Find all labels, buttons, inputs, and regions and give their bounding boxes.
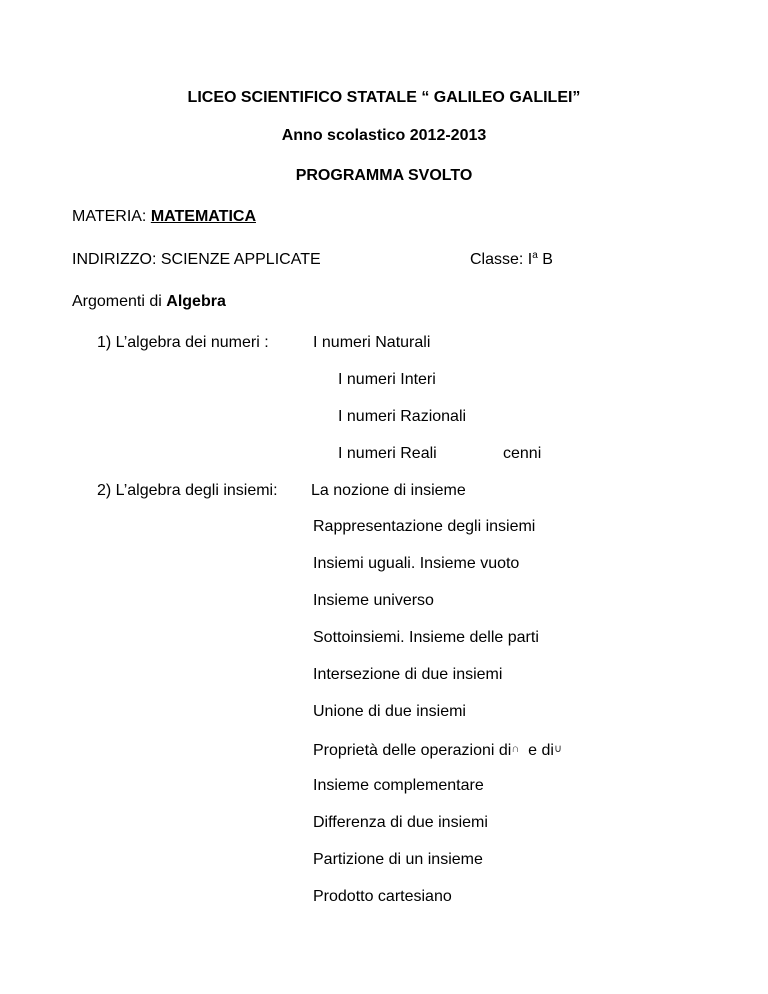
topic-2-item: Unione di due insiemi <box>313 703 466 720</box>
topic-2-heading: 2) L’algebra degli insiemi: <box>97 482 278 499</box>
topic-1-note: cenni <box>503 445 542 462</box>
topic-1-item: I numeri Naturali <box>313 334 431 351</box>
topic-2-item: Rappresentazione degli insiemi <box>313 518 536 535</box>
section-name: Algebra <box>166 293 226 310</box>
topic-2-item: Insieme universo <box>313 592 434 609</box>
classe-label: Classe: I <box>470 251 533 268</box>
materia-line <box>72 207 256 227</box>
topic-2-item: Proprietà delle operazioni di <box>313 742 512 759</box>
indirizzo-line: INDIRIZZO: SCIENZE APPLICATE <box>72 251 321 268</box>
materia-label: MATERIA: <box>72 208 151 225</box>
school-name: LICEO SCIENTIFICO STATALE “ GALILEO GALILEI” <box>187 89 581 106</box>
topic-2-item: Insiemi uguali. Insieme vuoto <box>313 555 520 572</box>
section-prefix: Argomenti di <box>72 293 167 310</box>
topic-2-item: Differenza di due insiemi <box>313 814 488 831</box>
document-title: PROGRAMMA SVOLTO <box>295 167 473 184</box>
school-year: Anno scolastico 2012-2013 <box>281 127 487 144</box>
classe-section: B <box>542 251 553 268</box>
topic-2-item: Insieme complementare <box>313 777 484 794</box>
union-symbol: ∪ <box>553 743 562 755</box>
topic-2-item: Intersezione di due insiemi <box>313 666 503 683</box>
section-heading <box>72 292 226 312</box>
classe-line <box>470 250 553 270</box>
topic-1-item: I numeri Reali <box>338 445 437 462</box>
topic-1-item: I numeri Razionali <box>338 408 467 425</box>
topic-2-item: Partizione di un insieme <box>313 851 483 868</box>
and-di-text: e di <box>528 742 554 759</box>
topic-2-item: Prodotto cartesiano <box>313 888 452 905</box>
intersection-symbol: ∩ <box>511 743 520 755</box>
classe-superscript: a <box>532 250 538 261</box>
topic-2-item-operations <box>313 739 562 761</box>
topic-2-item: Sottoinsiemi. Insieme delle parti <box>313 629 539 646</box>
materia-value: MATEMATICA <box>150 208 256 225</box>
topic-2-item: La nozione di insieme <box>311 482 466 499</box>
topic-1-heading: 1) L’algebra dei numeri : <box>97 334 269 351</box>
topic-1-item: I numeri Interi <box>338 371 436 388</box>
